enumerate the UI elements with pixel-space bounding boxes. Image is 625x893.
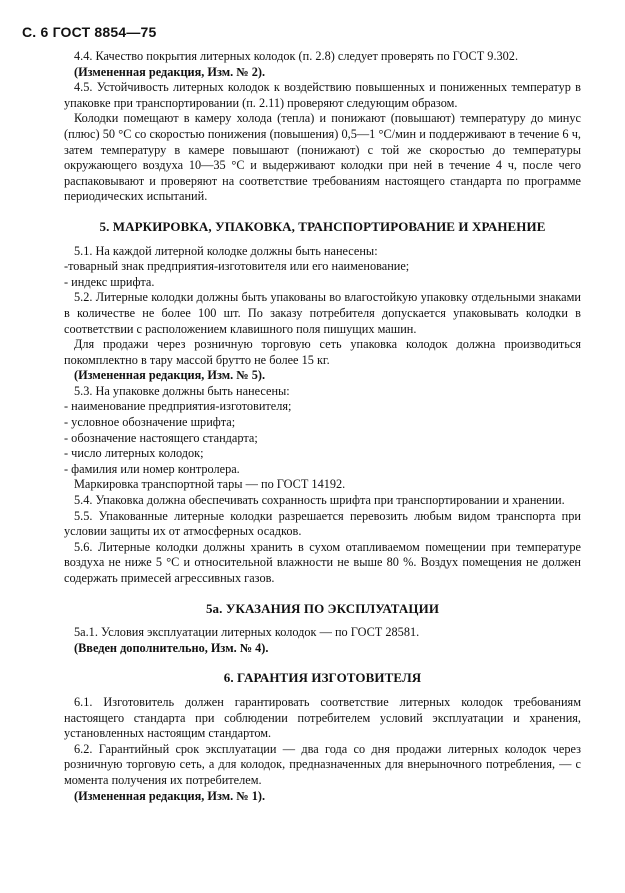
- paragraph-transport-marking: Маркировка транспортной тары — по ГОСТ 14192.: [74, 477, 346, 492]
- section-5a-heading: 5а. УКАЗАНИЯ ПО ЭКСПЛУАТАЦИИ: [205, 600, 440, 616]
- paragraph-5-2: 5.2. Литерные колодки должны быть упакованы во влагостойкую упаковку отдельными знаками в количестве не более 100 шт. По заказу потребителя допускается упаковывать колодки в соответствии с расположением клавишного поля пишущих машин.: [64, 290, 581, 336]
- paragraph-4-5-body: Колодки помещают в камеру холода (тепла) и понижают (повышают) температуру до минус (плюс) 50 °С со скоростью понижения (повышения) 0,5—1 °С/мин и поддерживают в течение 6 ч, затем температуру в камере повышают (понижают) с той же скоростью до температуры окружающего воздуха 10—35 °С и выдерживают колодки при ней в течение 4 ч, после чего распаковывают и проверяют на соответствие требованиям настоящего стандарта по программе периодических испытаний.: [64, 111, 581, 204]
- paragraph-5-4: 5.4. Упаковка должна обеспечивать сохранность шрифта при транспортировании и хранении.: [74, 493, 565, 508]
- paragraph-5-3: 5.3. На упаковке должны быть нанесены:: [74, 383, 290, 398]
- list-item: - обозначение настоящего стандарта;: [64, 430, 258, 445]
- list-item: - число литерных колодок;: [64, 446, 204, 461]
- paragraph-6-1: 6.1. Изготовитель должен гарантировать соответствие литерных колодок требованиям настоящего стандарта при соблюдении потребителем условий эксплуатации и хранения, установленных настоящим стандартом.: [64, 694, 581, 741]
- section-6-heading: 6. ГАРАНТИЯ ИЗГОТОВИТЕЛЯ: [223, 670, 422, 686]
- paragraph-5-5: 5.5. Упакованные литерные колодки разрешается перевозить любым видом транспорта при условии защиты их от атмосферных осадков.: [64, 508, 581, 539]
- paragraph-6-2: 6.2. Гарантийный срок эксплуатации — два года со дня продажи литерных колодок через розничную торговую сеть, а для колодок, предназначенных для внерыночного потребления, — с момента получения их потребителем.: [64, 741, 581, 787]
- list-item: - наименование предприятия-изготовителя;: [64, 399, 292, 414]
- list-item: -товарный знак предприятия-изготовителя или его наименование;: [64, 259, 410, 274]
- document-body: [64, 49, 581, 804]
- amendment-note: (Измененная редакция, Изм. № 5).: [74, 368, 266, 383]
- amendment-note: (Измененная редакция, Изм. № 2).: [74, 64, 266, 79]
- paragraph-5-2-b: Для продажи через розничную торговую сеть упаковка колодок должна производиться покомплектно в тару массой брутто не более 15 кг.: [64, 337, 581, 367]
- paragraph-5a-1: 5а.1. Условия эксплуатации литерных колодок — по ГОСТ 28581.: [74, 625, 420, 640]
- page-header: С. 6 ГОСТ 8854—75: [22, 24, 157, 40]
- paragraph-5-1: 5.1. На каждой литерной колодке должны быть нанесены:: [74, 243, 378, 258]
- list-item: - условное обозначение шрифта;: [64, 415, 236, 430]
- paragraph-4-5: 4.5. Устойчивость литерных колодок к воздействию повышенных и пониженных температур в упаковке при транспортировании (п. 2.11) проверяют следующим образом.: [64, 80, 581, 110]
- paragraph-4-4: 4.4. Качество покрытия литерных колодок (п. 2.8) следует проверять по ГОСТ 9.302.: [74, 49, 519, 63]
- section-5-heading: 5. МАРКИРОВКА, УПАКОВКА, ТРАНСПОРТИРОВАНИЕ И ХРАНЕНИЕ: [99, 218, 546, 234]
- amendment-note: (Введен дополнительно, Изм. № 4).: [74, 640, 269, 655]
- paragraph-5-6: 5.6. Литерные колодки должны хранить в сухом отапливаемом помещении при температуре воздуха не ниже 5 °С и относительной влажности не выше 80 %. Воздух помещения не должен содержать примесей агрессивных газов.: [64, 539, 581, 585]
- list-item: - индекс шрифта.: [64, 274, 155, 289]
- amendment-note: (Измененная редакция, Изм. № 1).: [74, 788, 266, 803]
- list-item: - фамилия или номер контролера.: [64, 461, 240, 476]
